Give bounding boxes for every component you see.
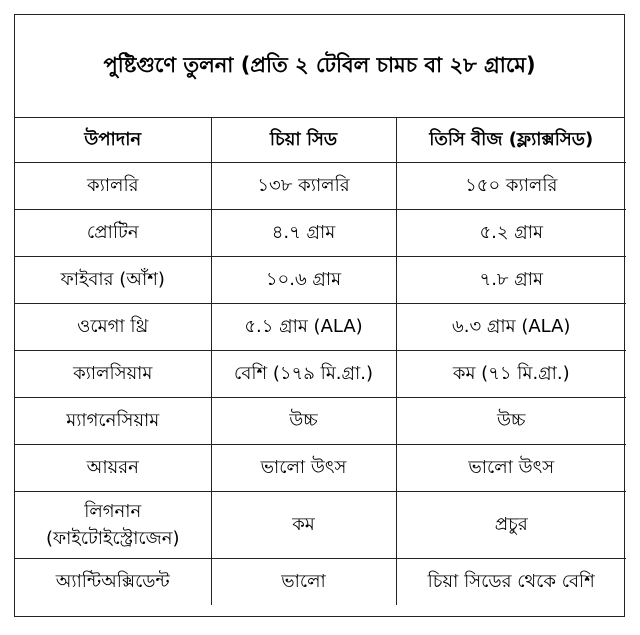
flax-cell: ৫.২ গ্রাম — [396, 210, 626, 257]
flax-cell: ভালো উৎস — [396, 445, 626, 492]
table-row — [15, 559, 626, 606]
chia-cell: ১৩৮ ক্যালরি — [211, 163, 396, 210]
header-row — [15, 118, 626, 163]
nutrient-cell: ক্যালরি — [15, 163, 211, 210]
title-row — [15, 15, 624, 118]
flax-cell: ৭.৮ গ্রাম — [396, 257, 626, 304]
table-row — [15, 163, 626, 210]
nutrient-cell: ম্যাগনেসিয়াম — [15, 398, 211, 445]
nutrient-cell: অ্যান্টিঅক্সিডেন্ট — [15, 559, 211, 606]
flax-cell: উচ্চ — [396, 398, 626, 445]
chia-cell: ১০.৬ গ্রাম — [211, 257, 396, 304]
chia-cell: ভালো — [211, 559, 396, 606]
nutrient-cell: ক্যালসিয়াম — [15, 351, 211, 398]
table-row — [15, 445, 626, 492]
table-row — [15, 304, 626, 351]
nutrient-cell — [15, 492, 211, 559]
header-flax: তিসি বীজ (ফ্ল্যাক্সসিড) — [396, 118, 626, 163]
nutrient-cell: ফাইবার (আঁশ) — [15, 257, 211, 304]
table-title: পুষ্টিগুণে তুলনা (প্রতি ২ টেবিল চামচ বা ২৮ গ্রামে) — [103, 52, 536, 77]
flax-cell: ১৫০ ক্যালরি — [396, 163, 626, 210]
nutrient-cell: আয়রন — [15, 445, 211, 492]
chia-cell: বেশি (১৭৯ মি.গ্রা.) — [211, 351, 396, 398]
header-nutrient: উপাদান — [15, 118, 211, 163]
chia-cell: ৪.৭ গ্রাম — [211, 210, 396, 257]
table-row — [15, 210, 626, 257]
flax-cell: প্রচুর — [396, 492, 626, 559]
nutrient-cell: ওমেগা থ্রি — [15, 304, 211, 351]
table-row — [15, 257, 626, 304]
flax-cell: চিয়া সিডের থেকে বেশি — [396, 559, 626, 606]
header-chia: চিয়া সিড — [211, 118, 396, 163]
chia-cell: কম — [211, 492, 396, 559]
flax-cell: কম (৭১ মি.গ্রা.) — [396, 351, 626, 398]
table-row — [15, 398, 626, 445]
flax-cell: ৬.৩ গ্রাম (ALA) — [396, 304, 626, 351]
nutrition-table — [15, 118, 626, 605]
table-row — [15, 351, 626, 398]
chia-cell: উচ্চ — [211, 398, 396, 445]
chia-cell: ভালো উৎস — [211, 445, 396, 492]
chia-cell: ৫.১ গ্রাম (ALA) — [211, 304, 396, 351]
table-row — [15, 492, 626, 559]
nutrient-cell: প্রোটিন — [15, 210, 211, 257]
comparison-table-frame — [14, 14, 625, 617]
nutrient-line-1: লিগনান — [84, 501, 142, 522]
nutrient-line-2: (ফাইটোইস্ট্রোজেন) — [45, 528, 180, 549]
